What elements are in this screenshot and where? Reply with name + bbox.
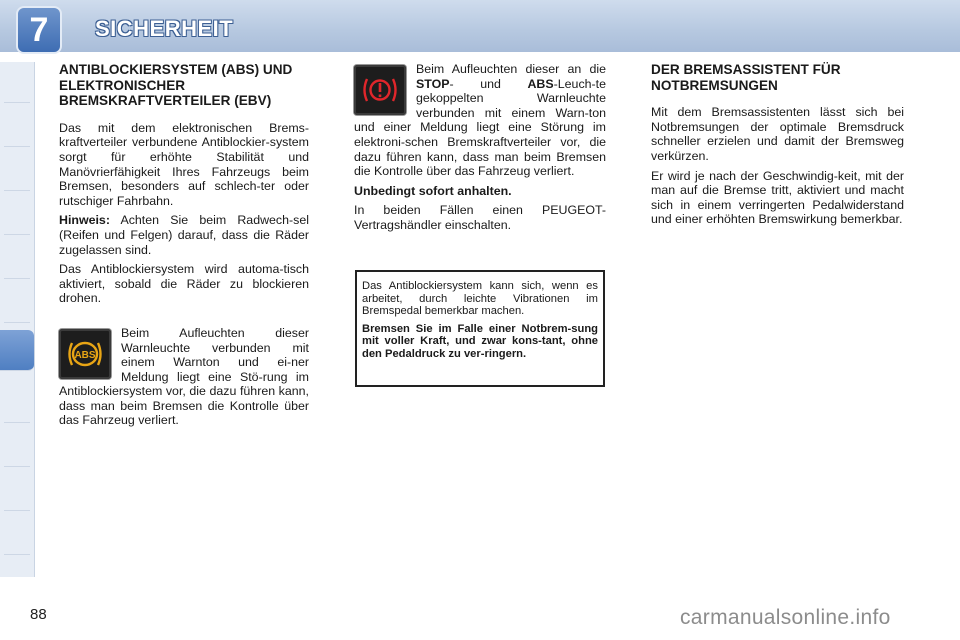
chapter-tab[interactable] — [4, 382, 30, 423]
chapter-tab[interactable] — [4, 282, 30, 323]
abs-label: ABS — [527, 76, 554, 91]
abs-notice-box — [355, 270, 605, 387]
ebv-text-b: - und — [449, 76, 528, 91]
abs-warning-block — [59, 326, 309, 428]
chapter-tab[interactable] — [4, 514, 30, 555]
note-text: Achten Sie beim Radwech-sel (Reifen und Felgen) darauf, dass die Räder zugelassen sind. — [59, 213, 309, 257]
watermark: carmanualsonline.info — [680, 606, 891, 629]
notice-vibration: Das Antiblockiersystem kann sich, wenn es arbeitet, durch leichte Vibrationen im Bremspedal bemerkbar machen. — [362, 280, 598, 318]
chapter-tab[interactable] — [4, 470, 30, 511]
chapter-number-badge: 7 — [18, 8, 60, 52]
ebv-text-a: Beim Aufleuchten dieser an die — [416, 62, 606, 76]
chapter-tab[interactable] — [4, 62, 30, 103]
brake-lamp-symbol — [360, 73, 400, 107]
abs-warning-lamp-icon — [59, 329, 111, 379]
abs-lamp-label: ABS — [74, 349, 96, 361]
abs-heading: ANTIBLOCKIERSYSTEM (ABS) UND ELEKTRONISCHER BREMSKRAFTVERTEILER (EBV) — [59, 62, 293, 109]
abs-warning-text: Beim Aufleuchten dieser Warnleuchte verbunden mit einem Warnton und ei-ner Meldung liegt eine Stö-rung im Antiblockiersystem vor, die dazu führen kann, dass man beim Bremsen die Kontrolle über das Fahrzeug verliert. — [59, 325, 309, 428]
chapter-tab-rail — [0, 62, 35, 577]
abs-lamp-symbol — [65, 337, 105, 371]
abs-section — [59, 62, 309, 433]
chapter-tab[interactable] — [4, 238, 30, 279]
note-label: Hinweis: — [59, 213, 110, 228]
chapter-tab[interactable] — [4, 426, 30, 467]
brake-assist-intro: Mit dem Bremsassistenten lässt sich bei Notbremsungen der optimale Bremsdruck schneller erzielen und damit der Bremsweg verkürzen. — [651, 105, 904, 163]
chapter-tab[interactable] — [4, 106, 30, 147]
chapter-title: SICHERHEIT — [95, 16, 234, 41]
brake-assist-heading: DER BREMSASSISTENT FÜR NOTBREMSUNGEN — [651, 62, 841, 93]
brake-warning-lamp-icon — [354, 65, 406, 115]
dealer-advice: In beiden Fällen einen PEUGEOT-Vertragshändler einschalten. — [354, 203, 606, 232]
stop-label: STOP — [416, 76, 450, 91]
chapter-tab-active[interactable] — [0, 330, 34, 371]
abs-note — [59, 213, 309, 257]
ebv-text-c: -Leuch-te gekoppelten Warnleuchte verbunden mit einem Warn-ton und einer Meldung liegt eine Störung im elektroni-schen Bremskraftverteiler vor, die dazu führen kann, dass man beim Bremsen die Kontrolle über das Fahrzeug verliert. — [354, 76, 606, 179]
notice-emergency-braking: Bremsen Sie im Falle einer Notbrem-sung mit voller Kraft, und zwar kons-tant, ohne den Pedaldruck zu ver-ringern. — [362, 322, 598, 360]
page-number: 88 — [30, 606, 47, 623]
abs-intro: Das mit dem elektronischen Brems-kraftverteiler verbundene Antiblockier-system sorgt für erhöhte Stabilität und Manövrierfähigkeit Ihres Fahrzeugs beim Bremsen, besonders auf schlech-ter oder rutschiger Fahrbahn. — [59, 120, 309, 208]
chapter-tab[interactable] — [4, 194, 30, 235]
stop-immediately: Unbedingt sofort anhalten. — [354, 183, 512, 198]
ebv-warning-section — [354, 62, 606, 238]
abs-activation: Das Antiblockiersystem wird automa-tisch aktiviert, sobald die Räder zu blockieren drohen. — [59, 262, 309, 306]
brake-assist-activation: Er wird je nach der Geschwindig-keit, mit der man auf die Bremse tritt, aktiviert und macht sich in einem verringerten Pedalwiderstand und einer erhöhten Bremswirkung bemerkbar. — [651, 168, 904, 227]
chapter-tab[interactable] — [4, 150, 30, 191]
brake-assist-section — [651, 62, 904, 232]
